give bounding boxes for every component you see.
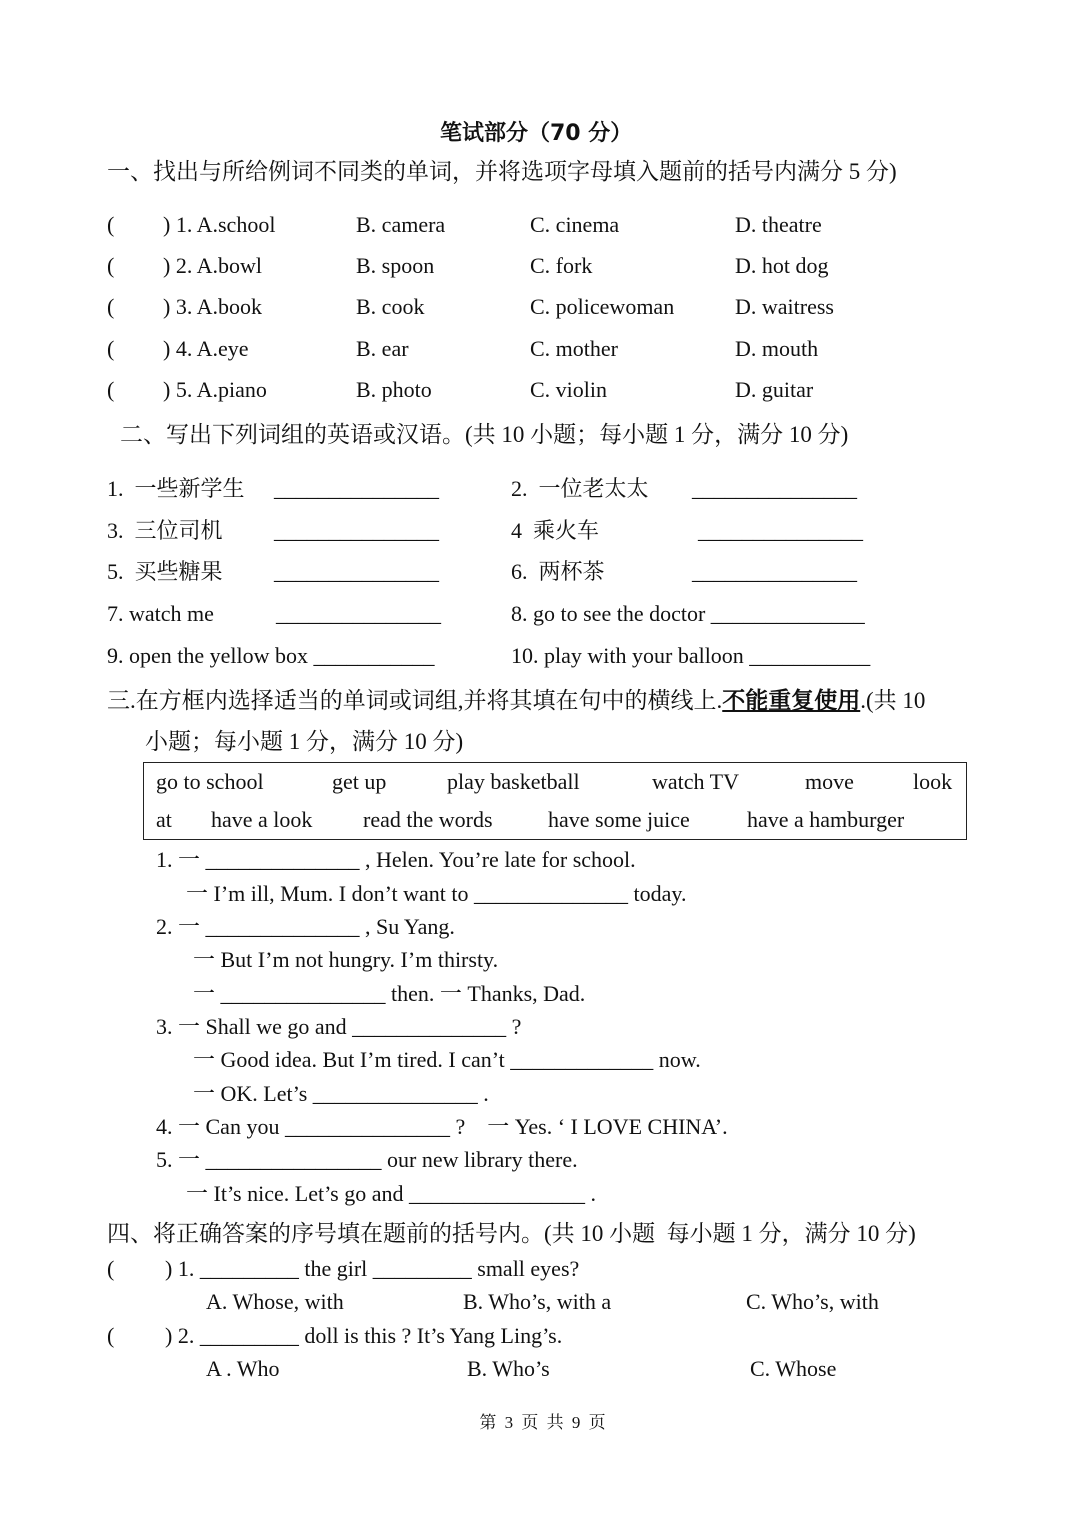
word-option: go to school bbox=[156, 769, 264, 794]
option-c: C. Who’s, with bbox=[746, 1289, 879, 1314]
dialogue-line: 一 _______________ then. 一 Thanks, Dad. bbox=[193, 981, 586, 1006]
phrase-left: 5. 买些糖果 bbox=[107, 559, 223, 584]
answer-bracket[interactable]: ( bbox=[107, 1256, 115, 1281]
section3-heading bbox=[107, 686, 925, 716]
option-b: B. spoon bbox=[356, 253, 435, 278]
option-c: C. policewoman bbox=[530, 294, 675, 319]
option-c: C. fork bbox=[530, 253, 593, 278]
dialogue-line: 3. 一 Shall we go and ______________ ? bbox=[156, 1014, 522, 1039]
word-option: have some juice bbox=[548, 807, 690, 832]
answer-blank[interactable]: _______________ bbox=[698, 518, 863, 543]
answer-bracket[interactable]: ( bbox=[107, 1323, 115, 1348]
word-option: have a look bbox=[211, 807, 313, 832]
dialogue-line: 5. 一 ________________ our new library there. bbox=[156, 1147, 578, 1172]
phrase-right: 8. go to see the doctor ______________ bbox=[511, 601, 865, 626]
option-d: D. hot dog bbox=[735, 253, 829, 278]
option-b: B. Who’s bbox=[467, 1356, 550, 1381]
item-number-a: ) 4. A.eye bbox=[163, 336, 249, 361]
item-number-a: ) 3. A.book bbox=[163, 294, 262, 319]
option-c: C. mother bbox=[530, 336, 618, 361]
option-d: D. waitress bbox=[735, 294, 834, 319]
section2-heading: 二、写出下列词组的英语或汉语。(共 10 小题；每小题 1 分，满分 10 分) bbox=[120, 422, 849, 447]
heading-text: 三.在方框内选择适当的单词或词组,并将其填在句中的横线上. bbox=[107, 688, 723, 713]
item-number-a: ) 1. A.school bbox=[163, 212, 276, 237]
dialogue-line: 一 It’s nice. Let’s go and ________________ . bbox=[186, 1181, 597, 1206]
question-text: ) 1. _________ the girl _________ small eyes? bbox=[165, 1256, 580, 1281]
option-b: B. ear bbox=[356, 336, 409, 361]
word-option: get up bbox=[332, 769, 387, 794]
phrase-left: 9. open the yellow box ___________ bbox=[107, 643, 435, 668]
option-d: D. theatre bbox=[735, 212, 822, 237]
word-option: at bbox=[156, 807, 172, 832]
answer-blank[interactable]: _______________ bbox=[276, 601, 441, 626]
answer-bracket[interactable]: ( bbox=[107, 253, 115, 278]
word-option: watch TV bbox=[652, 769, 739, 794]
word-option: move bbox=[805, 769, 854, 794]
answer-blank[interactable]: _______________ bbox=[274, 559, 439, 584]
phrase-left: 7. watch me bbox=[107, 601, 214, 626]
option-b: B. Who’s, with a bbox=[463, 1289, 612, 1314]
page-footer: 第 3 页 共 9 页 bbox=[479, 1413, 608, 1432]
phrase-left: 1. 一些新学生 bbox=[107, 476, 245, 501]
option-d: D. mouth bbox=[735, 336, 819, 361]
answer-blank[interactable]: _______________ bbox=[274, 518, 439, 543]
option-b: B. camera bbox=[356, 212, 446, 237]
dialogue-line: 1. 一 ______________ , Helen. You’re late for school. bbox=[156, 847, 636, 872]
answer-bracket[interactable]: ( bbox=[107, 212, 115, 237]
answer-bracket[interactable]: ( bbox=[107, 377, 115, 402]
phrase-right: 2. 一位老太太 bbox=[511, 476, 649, 501]
dialogue-line: 一 But I’m not hungry. I’m thirsty. bbox=[193, 947, 499, 972]
heading-text: .(共 10 bbox=[860, 688, 926, 713]
option-c: C. Whose bbox=[750, 1356, 837, 1381]
answer-blank[interactable]: _______________ bbox=[692, 476, 857, 501]
section4-heading: 四、将正确答案的序号填在题前的括号内。(共 10 小题 每小题 1 分，满分 10 分) bbox=[107, 1221, 916, 1246]
phrase-right: 4 乘火车 bbox=[511, 518, 600, 543]
answer-blank[interactable]: _______________ bbox=[274, 476, 439, 501]
section1-heading: 一、找出与所给例词不同类的单词，并将选项字母填入题前的括号内满分 5 分) bbox=[107, 159, 897, 184]
heading-emphasis: 不能重复使用 bbox=[722, 688, 861, 714]
item-number-a: ) 5. A.piano bbox=[163, 377, 267, 402]
option-b: B. photo bbox=[356, 377, 432, 402]
answer-bracket[interactable]: ( bbox=[107, 294, 115, 319]
item-number-a: ) 2. A.bowl bbox=[163, 253, 262, 278]
word-option: play basketball bbox=[447, 769, 580, 794]
dialogue-line: 2. 一 ______________ , Su Yang. bbox=[156, 914, 455, 939]
option-a: A. Whose, with bbox=[206, 1289, 344, 1314]
page-title: 笔试部分（70 分） bbox=[440, 121, 633, 146]
word-option: read the words bbox=[363, 807, 493, 832]
answer-bracket[interactable]: ( bbox=[107, 336, 115, 361]
answer-blank[interactable]: _______________ bbox=[692, 559, 857, 584]
option-d: D. guitar bbox=[735, 377, 814, 402]
phrase-left: 3. 三位司机 bbox=[107, 518, 223, 543]
question-text: ) 2. _________ doll is this ? It’s Yang Ling’s. bbox=[165, 1323, 563, 1348]
phrase-right: 10. play with your balloon ___________ bbox=[511, 643, 871, 668]
option-b: B. cook bbox=[356, 294, 425, 319]
option-c: C. violin bbox=[530, 377, 608, 402]
word-option: have a hamburger bbox=[747, 807, 905, 832]
section3-heading-cont: 小题；每小题 1 分，满分 10 分) bbox=[145, 729, 464, 754]
option-c: C. cinema bbox=[530, 212, 620, 237]
dialogue-line: 一 I’m ill, Mum. I don’t want to ______________ today. bbox=[186, 881, 687, 906]
dialogue-line: 一 Good idea. But I’m tired. I can’t _____________ now. bbox=[193, 1047, 701, 1072]
dialogue-line: 一 OK. Let’s _______________ . bbox=[193, 1081, 489, 1106]
option-a: A . Who bbox=[206, 1356, 280, 1381]
phrase-right: 6. 两杯茶 bbox=[511, 559, 605, 584]
dialogue-line: 4. 一 Can you _______________ ? 一 Yes. ‘ I LOVE CHINA’. bbox=[156, 1114, 728, 1139]
word-option: look bbox=[913, 769, 953, 794]
